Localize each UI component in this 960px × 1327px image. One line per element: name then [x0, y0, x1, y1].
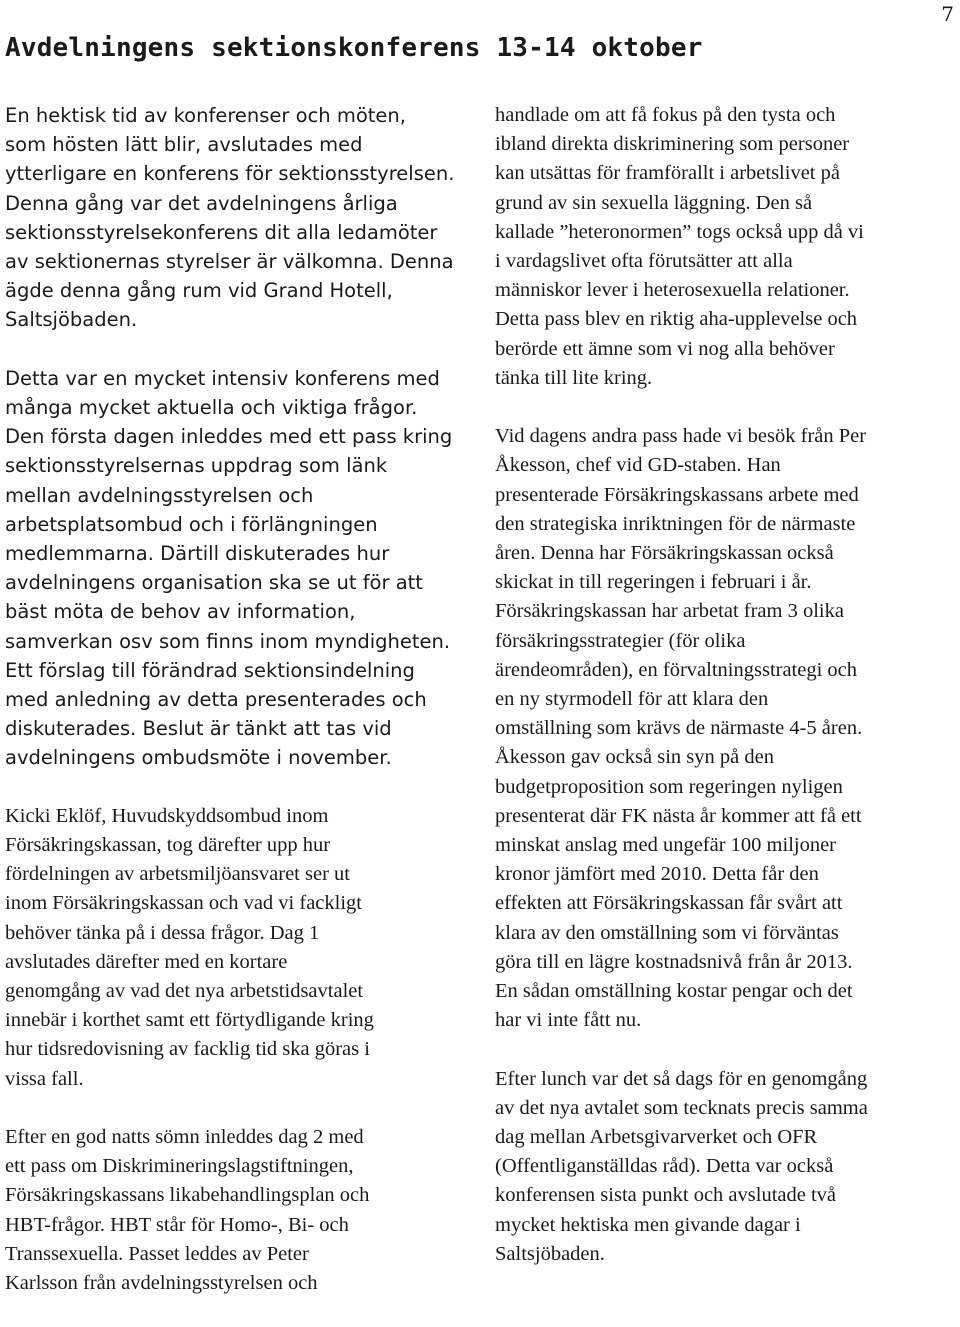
text-line: medlemmarna. Därtill diskuterades hur — [5, 542, 390, 566]
text-line: diskuterades. Beslut är tänkt att tas vid — [5, 717, 392, 741]
text-line: i vardagslivet ofta förutsätter att alla — [495, 250, 793, 273]
text-line: Försäkringskassan, tog därefter upp hur — [5, 834, 331, 857]
text-line: budgetproposition som regeringen nyligen — [495, 775, 843, 798]
text-line: människor lever i heterosexuella relationer. — [495, 279, 850, 302]
text-line: effekten att Försäkringskassan får svårt att — [495, 892, 843, 915]
text-line: Åkesson, chef vid GD-staben. Han — [495, 454, 781, 477]
text-line: som hösten lätt blir, avslutades med — [5, 133, 363, 157]
text-line: av det nya avtalet som tecknats precis samma — [495, 1096, 868, 1119]
text-line: vissa fall. — [5, 1067, 84, 1090]
text-line: försäkringsstrategier (för olika — [495, 629, 746, 652]
text-line: Vid dagens andra pass hade vi besök från Per — [495, 425, 867, 448]
text-line: åren. Denna har Försäkringskassan också — [495, 542, 834, 565]
text-line: den strategiska inriktningen för de närmaste — [495, 512, 856, 535]
text-line: med anledning av detta presenterades och — [5, 688, 427, 712]
text-line: Transsexuella. Passet leddes av Peter — [5, 1242, 309, 1265]
text-line: En sådan omställning kostar pengar och det — [495, 980, 853, 1003]
text-line: skickat in till regeringen i februari i år. — [495, 571, 812, 594]
text-line: kan utsättas för framförallt i arbetslivet på — [495, 162, 840, 185]
text-line: Efter en god natts sömn inleddes dag 2 med — [5, 1126, 364, 1149]
text-line: göra till en lägre kostnadsnivå från år 2013. — [495, 950, 853, 973]
text-line: många mycket aktuella och viktiga frågor. — [5, 396, 418, 420]
page-number: 7 — [941, 2, 954, 26]
paragraph — [495, 422, 957, 1035]
text-line: dag mellan Arbetsgivarverket och OFR — [495, 1126, 818, 1149]
text-line: Detta var en mycket intensiv konferens med — [5, 366, 440, 390]
text-line: fördelningen av arbetsmiljöansvaret ser ut — [5, 863, 350, 886]
text-line: tänka till lite kring. — [495, 366, 653, 389]
text-line: klara av den omställning som vi förväntas — [495, 921, 839, 944]
text-line: presenterade Försäkringskassans arbete med — [495, 483, 859, 506]
text-line: Ett förslag till förändrad sektionsindelning — [5, 658, 415, 682]
text-line: Karlsson från avdelningsstyrelsen och — [5, 1272, 318, 1295]
text-line: ibland direkta diskriminering som personer — [495, 133, 850, 156]
text-line: inom Försäkringskassan och vad vi fackligt — [5, 892, 362, 915]
text-line: Försäkringskassans likabehandlingsplan och — [5, 1184, 370, 1207]
paragraph — [495, 101, 957, 393]
text-line: sektionsstyrelsernas uppdrag som länk — [5, 454, 388, 478]
text-line: handlade om att få fokus på den tysta och — [495, 104, 836, 126]
text-line: Den första dagen inleddes med ett pass kring — [5, 425, 453, 449]
text-line: (Offentliganställdas råd). Detta var också — [495, 1155, 834, 1178]
text-line: Denna gång var det avdelningens årliga — [5, 191, 398, 215]
text-line: Saltsjöbaden. — [495, 1242, 605, 1265]
text-line: hur tidsredovisning av facklig tid ska göras i — [5, 1038, 370, 1061]
text-line: Kicki Eklöf, Huvudskyddsombud inom — [5, 804, 329, 827]
text-line: genomgång av vad det nya arbetstidsavtalet — [5, 980, 364, 1003]
text-line: minskat anslag med ungefär 100 miljoner — [495, 834, 837, 857]
paragraph — [5, 802, 475, 1094]
text-line: omställning som krävs de närmaste 4-5 åren. — [495, 717, 863, 740]
text-line: ytterligare en konferens för sektionsstyrelsen. — [5, 162, 455, 186]
text-line: Saltsjöbaden. — [5, 308, 138, 332]
text-line: mellan avdelningsstyrelsen och — [5, 483, 314, 507]
paragraph — [495, 1065, 957, 1269]
text-line: arbetsplatsombud och i förlängningen — [5, 512, 378, 536]
text-line: HBT-frågor. HBT står för Homo-, Bi- och — [5, 1213, 349, 1236]
text-line: samverkan osv som finns inom myndigheten. — [5, 629, 451, 653]
text-line: innebär i korthet samt ett förtydligande kring — [5, 1009, 374, 1032]
text-line: presenterat där FK nästa år kommer att få ett — [495, 804, 862, 827]
paragraph — [5, 101, 475, 335]
text-line: ärendeområden), en förvaltningsstrategi och — [495, 658, 858, 681]
text-line: grund av sin sexuella läggning. Den så — [495, 191, 813, 214]
text-line: Detta pass blev en riktig aha-upplevelse och — [495, 308, 858, 331]
text-line: avdelningens ombudsmöte i november. — [5, 746, 392, 770]
text-line: en ny styrmodell för att klara den — [495, 688, 769, 711]
text-line: ett pass om Diskrimineringslagstiftningen, — [5, 1155, 354, 1178]
text-line: avslutades därefter med en kortare — [5, 950, 288, 973]
text-line: sektionsstyrelsekonferens dit alla ledamöter — [5, 220, 438, 244]
text-line: av sektionernas styrelser är välkomna. Denna — [5, 250, 454, 274]
left-column — [5, 101, 475, 1327]
text-line: berörde ett ämne som vi nog alla behöver — [495, 337, 835, 360]
article-title: Avdelningens sektionskonferens 13-14 oktober — [5, 33, 703, 63]
text-line: mycket hektiska men givande dagar i — [495, 1213, 801, 1236]
text-line: behöver tänka på i dessa frågor. Dag 1 — [5, 921, 320, 944]
text-line: bäst möta de behov av information, — [5, 600, 356, 624]
text-line: kronor jämfört med 2010. Detta får den — [495, 863, 819, 886]
text-line: Efter lunch var det så dags för en genomgång — [495, 1067, 868, 1090]
text-line: Åkesson gav också sin syn på den — [495, 746, 774, 769]
text-line: kallade ”heteronormen” togs också upp då vi — [495, 220, 864, 243]
text-line: Försäkringskassan har arbetat fram 3 olika — [495, 600, 844, 623]
right-column — [495, 101, 957, 1298]
paragraph — [5, 1123, 475, 1298]
text-line: konferensen sista punkt och avslutade två — [495, 1184, 837, 1207]
text-line: ägde denna gång rum vid Grand Hotell, — [5, 279, 393, 303]
paragraph — [5, 364, 475, 773]
text-line: har vi inte fått nu. — [495, 1009, 642, 1032]
text-line: En hektisk tid av konferenser och möten, — [5, 104, 406, 127]
text-line: avdelningens organisation ska se ut för att — [5, 571, 423, 595]
